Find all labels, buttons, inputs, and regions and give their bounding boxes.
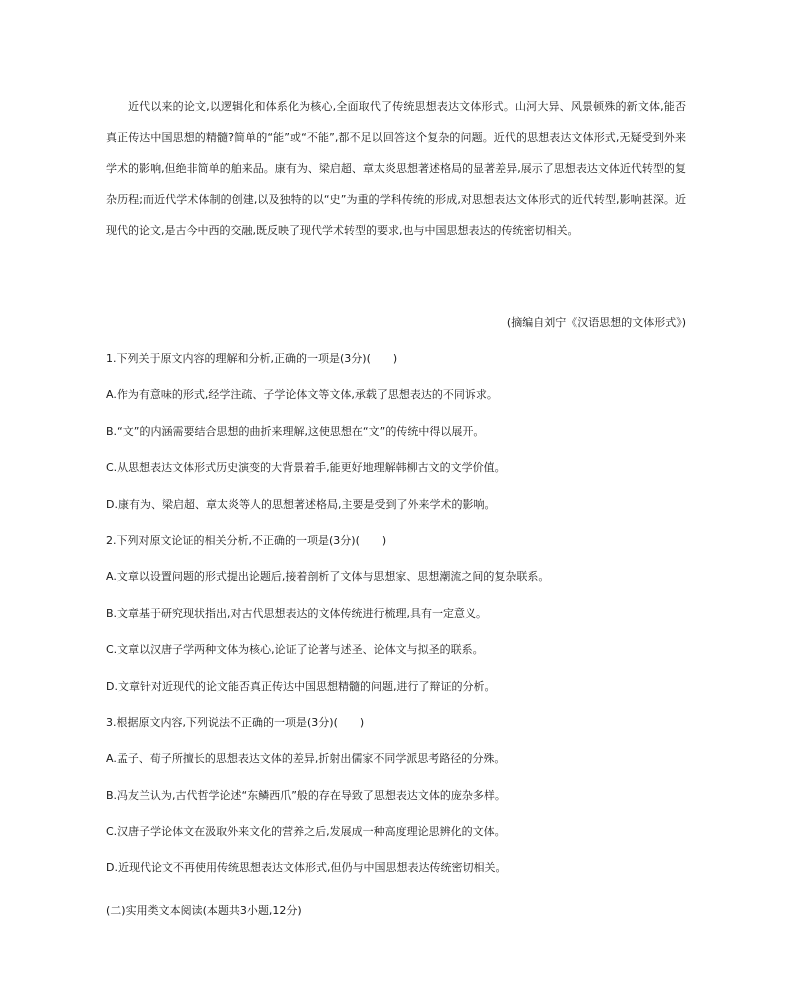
question-stem: 1.下列关于原文内容的理解和分析,正确的一项是(3分)( ) [106,352,398,365]
option-d: D.文章针对近现代的论文能否真正传达中国思想精髓的问题,进行了辩证的分析。 [106,679,496,693]
option-c: C.汉唐子学论体文在汲取外来文化的营养之后,发展成一种高度理论思辨化的文体。 [106,825,506,839]
question-stem: 3.根据原文内容,下列说法不正确的一项是(3分)( ) [106,715,365,729]
question-1 [106,349,686,531]
option-a: A.文章以设置问题的形式提出论题后,接着剖析了文体与思想家、思想潮流之间的复杂联系。 [106,570,550,584]
question-3 [106,713,686,895]
option-b: B.冯友兰认为,古代哲学论述“东鳞西爪”般的存在导致了思想表达文体的庞杂多样。 [106,788,506,802]
option-d: D.康有为、梁启超、章太炎等人的思想著述格局,主要是受到了外来学术的影响。 [106,497,496,511]
option-a: A.作为有意味的形式,经学注疏、子学论体文等文体,承载了思想表达的不同诉求。 [106,388,498,402]
option-a: A.孟子、荀子所擅长的思想表达文体的差异,折射出儒家不同学派思考路径的分殊。 [106,752,506,766]
option-d: D.近现代论文不再使用传统思想表达文体形式,但仍与中国思想表达传统密切相关。 [106,861,507,875]
option-b: B.“文”的内涵需要结合思想的曲折来理解,这使思想在“文”的传统中得以展开。 [106,424,485,438]
question-stem: 2.下列对原文论证的相关分析,不正确的一项是(3分)( ) [106,533,387,547]
option-c: C.从思想表达文体形式历史演变的大背景着手,能更好地理解韩柳古文的文学价值。 [106,461,506,475]
question-list [106,349,686,895]
passage [106,91,686,246]
question-2 [106,531,686,713]
section-heading: (二)实用类文本阅读(本题共3小题,12分) [106,904,302,917]
option-b: B.文章基于研究现状指出,对古代思想表达的文体传统进行梳理,具有一定意义。 [106,606,488,620]
passage-paragraph: 近代以来的论文,以逻辑化和体系化为核心,全面取代了传统思想表达文体形式。山河大异、风景顿殊的新文体,能否真正传达中国思想的精髓?简单的“能”或“不能”,都不足以回答这个复杂的问题。近代的思想表达文体形式,无疑受到外来学术的影响,但绝非简单的舶来品。康有为、梁启超、章太炎思想著述格局的显著差异,展示了思想表达文体近代转型的复杂历程;而近代学术体制的创建,以及独特的以“史”为重的学科传统的形成,对思想表达文体形式的近代转型,影响甚深。近现代的论文,是古今中西的交融,既反映了现代学术转型的要求,也与中国思想表达的传统密切相关。 [106,100,686,237]
option-c: C.文章以汉唐子学两种文体为核心,论证了论著与述圣、论体文与拟圣的联系。 [106,643,484,657]
passage-source: (摘编自刘宁《汉语思想的文体形式》) [506,316,686,329]
